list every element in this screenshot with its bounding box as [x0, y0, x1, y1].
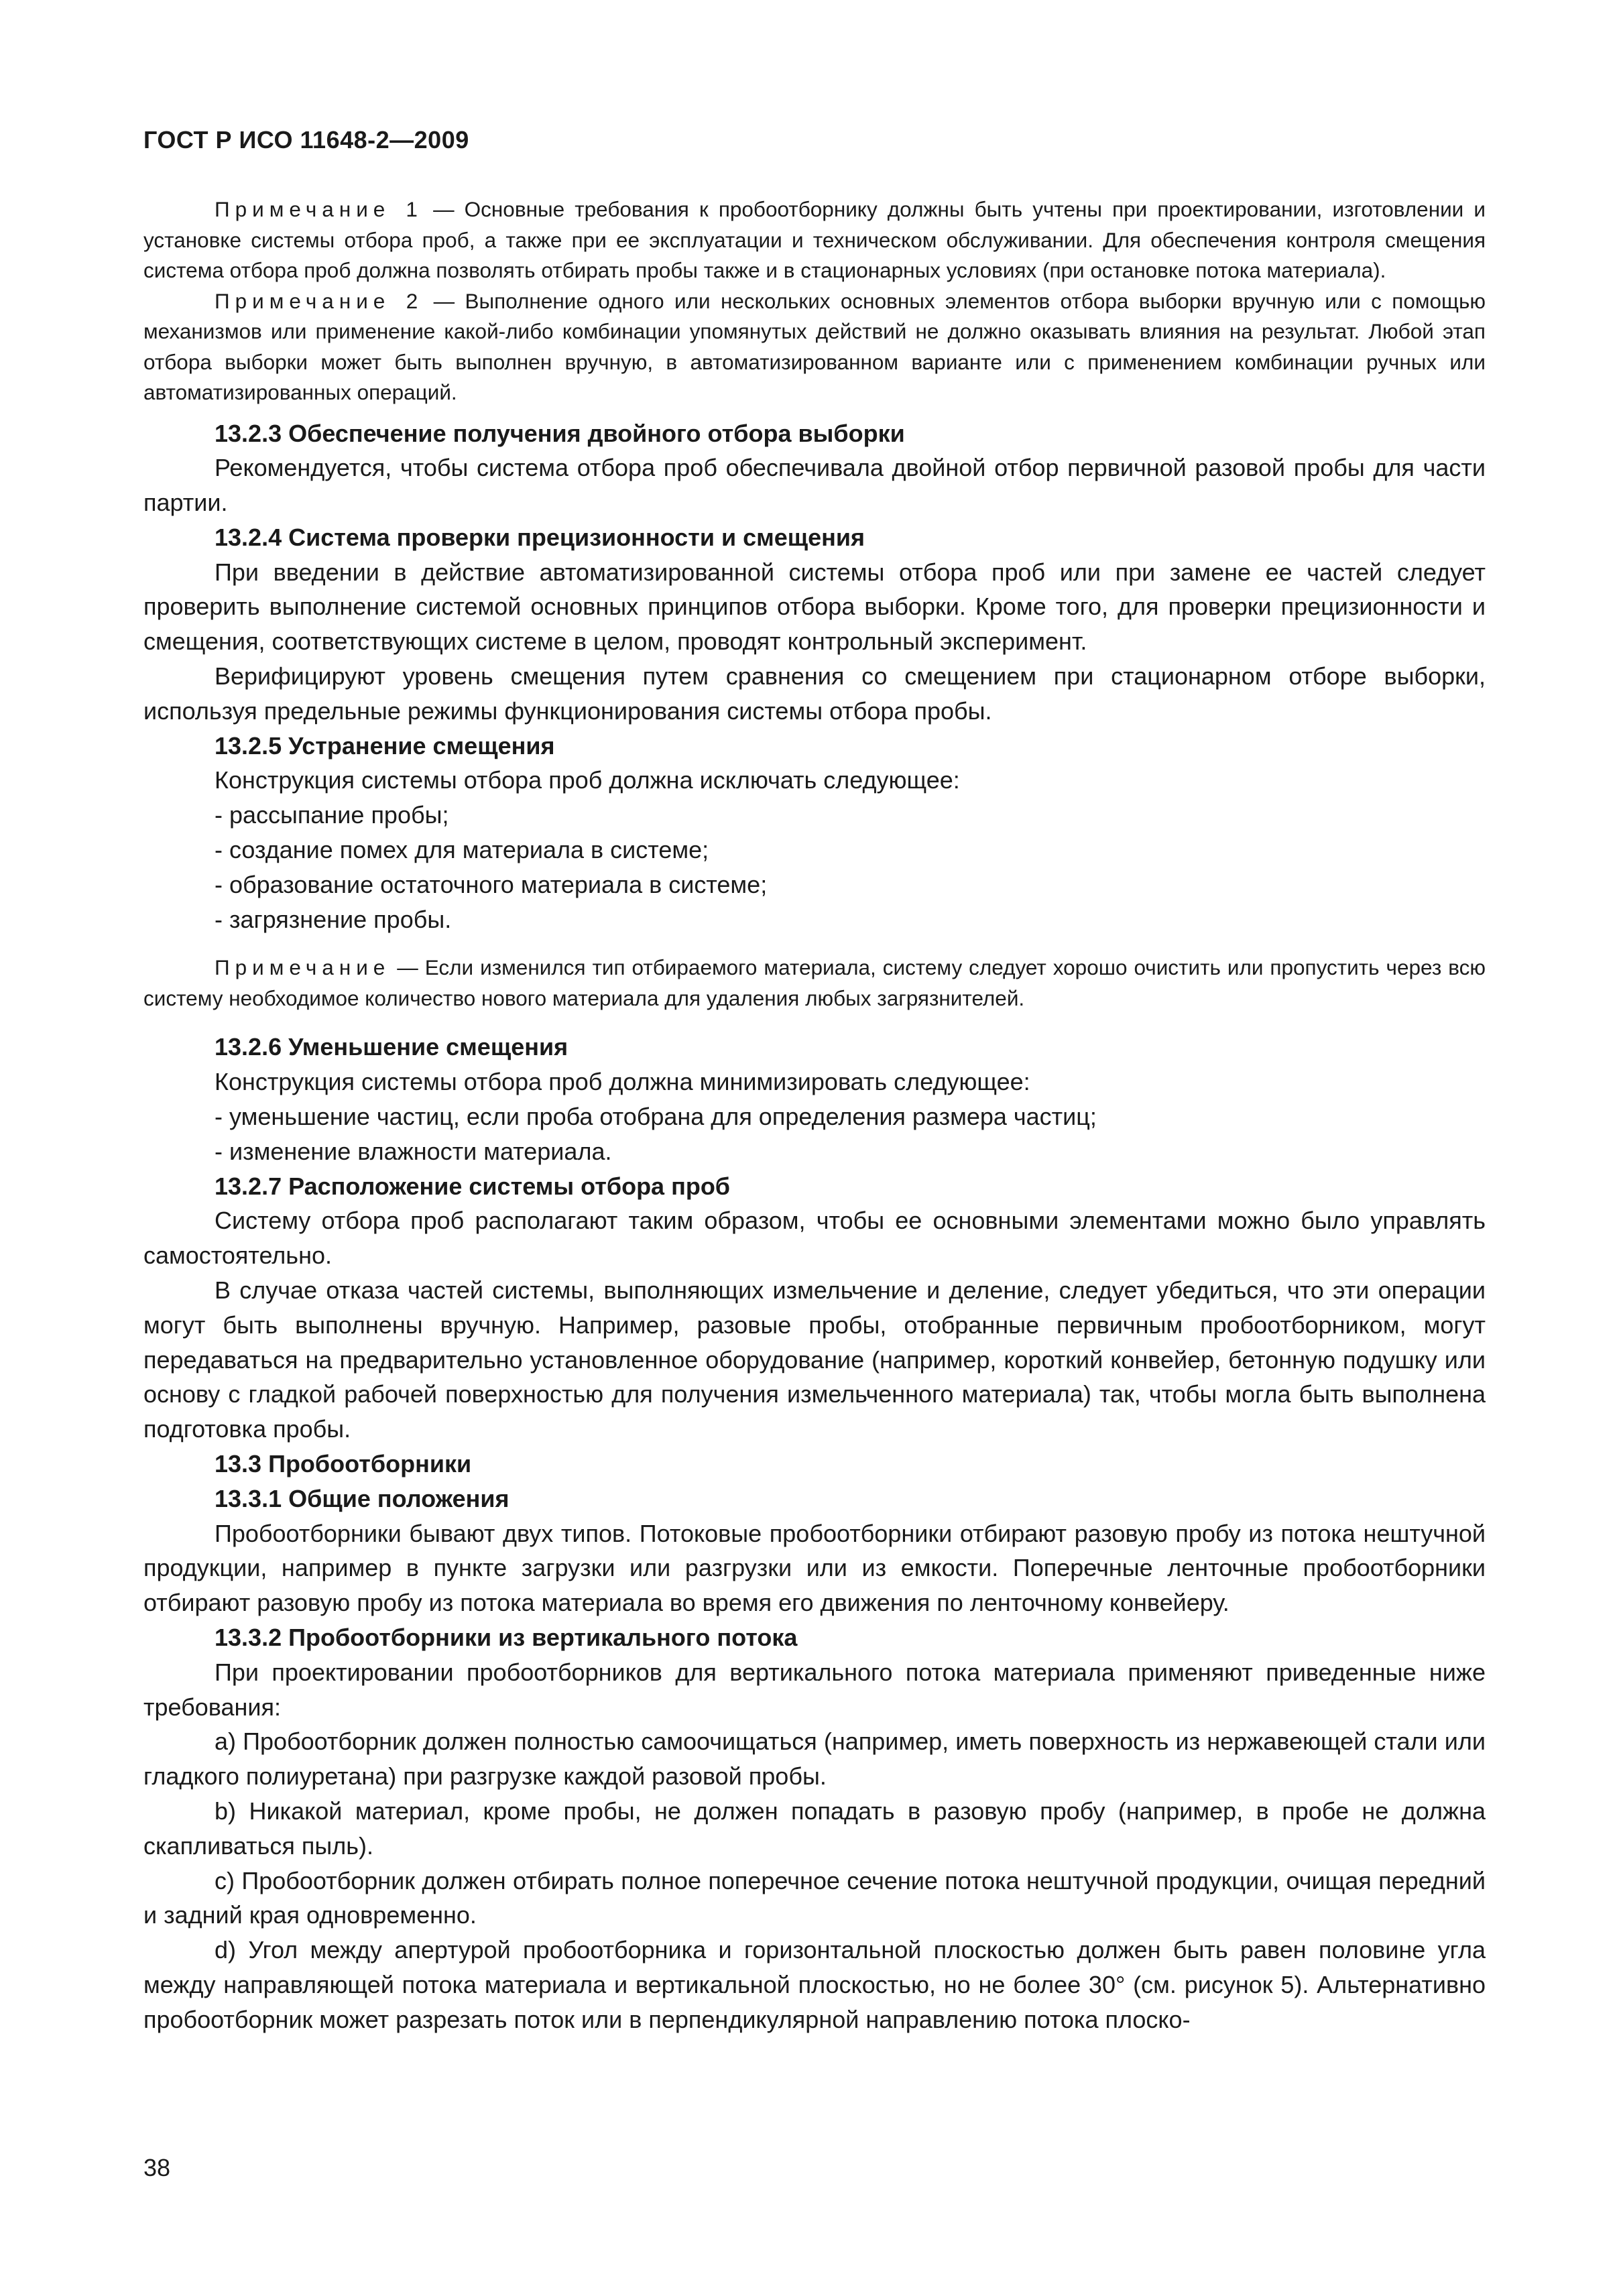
- section-heading-13-2-5: 13.2.5 Устранение смещения: [215, 731, 555, 760]
- list-item: - образование остаточного материала в системе;: [215, 870, 768, 898]
- section-heading-13-2-4: 13.2.4 Система проверки прецизионности и смещения: [215, 523, 865, 551]
- paragraph: Конструкция системы отбора проб должна минимизировать следующее:: [215, 1068, 1030, 1096]
- note-label: Примечание 2: [215, 288, 424, 313]
- paragraph: При проектировании пробоотборников для вертикального потока материала применяют приведенные ниже требования:: [143, 1658, 1486, 1721]
- section-heading-13-2-7: 13.2.7 Расположение системы отбора проб: [215, 1172, 731, 1200]
- paragraph: В случае отказа частей системы, выполняющих измельчение и деление, следует убедиться, что эти операции могут быть выполнены вручную. Например, разовые пробы, отобранные первичным пробоотборником, могут передаваться на предварительно установленное оборудование (например, короткий конвейер, бетонную подушку или основу с гладкой рабочей поверхностью для получения измельченного материала) так, чтобы могла быть выполнена подготовка пробы.: [143, 1276, 1486, 1443]
- list-item: - создание помех для материала в системе;: [215, 836, 709, 864]
- paragraph: c) Пробоотборник должен отбирать полное поперечное сечение потока нештучной продукции, очищая передний и задний края одновременно.: [143, 1866, 1486, 1929]
- note-2: [143, 286, 1486, 408]
- note-text: — Выполнение одного или нескольких основных элементов отбора выборки вручную или с помощью механизмов или применение какой-либо комбинации упомянутых действий не должно оказывать влияния на результат. Любой этап отбора выборки может быть выполнен вручную, в автоматизированном варианте или с применением комбинации ручных или автоматизированных операций.: [143, 288, 1486, 404]
- list-item: - загрязнение пробы.: [215, 905, 452, 933]
- paragraph: Верифицируют уровень смещения путем сравнения со смещением при стационарном отборе выборки, используя предельные режимы функционирования системы отбора пробы.: [143, 662, 1486, 725]
- paragraph: Рекомендуется, чтобы система отбора проб обеспечивала двойной отбор первичной разовой пробы для части партии.: [143, 454, 1486, 517]
- note-label: Примечание: [215, 955, 391, 980]
- document-code-header: ГОСТ Р ИСО 11648-2—2009: [143, 126, 469, 154]
- section-heading-13-3: 13.3 Пробоотборники: [215, 1450, 472, 1478]
- section-heading-13-2-6: 13.2.6 Уменьшение смещения: [215, 1033, 568, 1061]
- note-text: — Основные требования к пробоотборнику должны быть учтены при проектировании, изготовлении и установке системы отбора проб, а также при ее эксплуатации и техническом обслуживании. Для обеспечения контроля смещения система отбора проб должна позволять отбирать пробы также и в стационарных условиях (при остановке потока материала).: [143, 197, 1486, 282]
- paragraph: b) Никакой материал, кроме пробы, не должен попадать в разовую пробу (например, в пробе не должна скапливаться пыль).: [143, 1797, 1486, 1860]
- note-text: — Если изменился тип отбираемого материала, систему следует хорошо очистить или пропустить через всю систему необходимое количество нового материала для удаления любых загрязнителей.: [143, 955, 1486, 1010]
- page-content: [143, 194, 1486, 2037]
- paragraph: a) Пробоотборник должен полностью самоочищаться (например, иметь поверхность из нержавеющей стали или гладкого полиуретана) при разгрузке каждой разовой пробы.: [143, 1728, 1486, 1791]
- note-label: Примечание 1: [215, 197, 423, 221]
- paragraph: d) Угол между апертурой пробоотборника и горизонтальной плоскостью должен быть равен половине угла между направляющей потока материала и вертикальной плоскостью, но не более 30° (см. рисунок 5). Альтернативно пробоотборник может разрезать поток или в перпендикулярной направлению потока плоско-: [143, 1936, 1486, 2033]
- section-heading-13-3-2: 13.3.2 Пробоотборники из вертикального потока: [215, 1624, 798, 1651]
- section-heading-13-3-1: 13.3.1 Общие положения: [215, 1484, 509, 1512]
- paragraph: При введении в действие автоматизированной системы отбора проб или при замене ее частей следует проверить выполнение системой основных принципов отбора выборки. Кроме того, для проверки прецизионности и смещения, соответствующих системе в целом, проводят контрольный эксперимент.: [143, 558, 1486, 656]
- section-heading-13-2-3: 13.2.3 Обеспечение получения двойного отбора выборки: [215, 419, 905, 447]
- paragraph: Систему отбора проб располагают таким образом, чтобы ее основными элементами можно было управлять самостоятельно.: [143, 1207, 1486, 1270]
- list-item: - изменение влажности материала.: [215, 1137, 612, 1165]
- note-1: [143, 194, 1486, 286]
- page-number: 38: [143, 2154, 171, 2181]
- list-item: - рассыпание пробы;: [215, 801, 449, 829]
- paragraph: Пробоотборники бывают двух типов. Потоковые пробоотборники отбирают разовую пробу из потока нештучной продукции, например в пункте загрузки или разгрузки или из емкости. Поперечные ленточные пробоотборники отбирают разовую пробу из потока материала во время его движения по ленточному конвейеру.: [143, 1519, 1486, 1617]
- list-item: - уменьшение частиц, если проба отобрана для определения размера частиц;: [215, 1103, 1097, 1131]
- paragraph: Конструкция системы отбора проб должна исключать следующее:: [215, 766, 960, 794]
- note-3: [143, 953, 1486, 1014]
